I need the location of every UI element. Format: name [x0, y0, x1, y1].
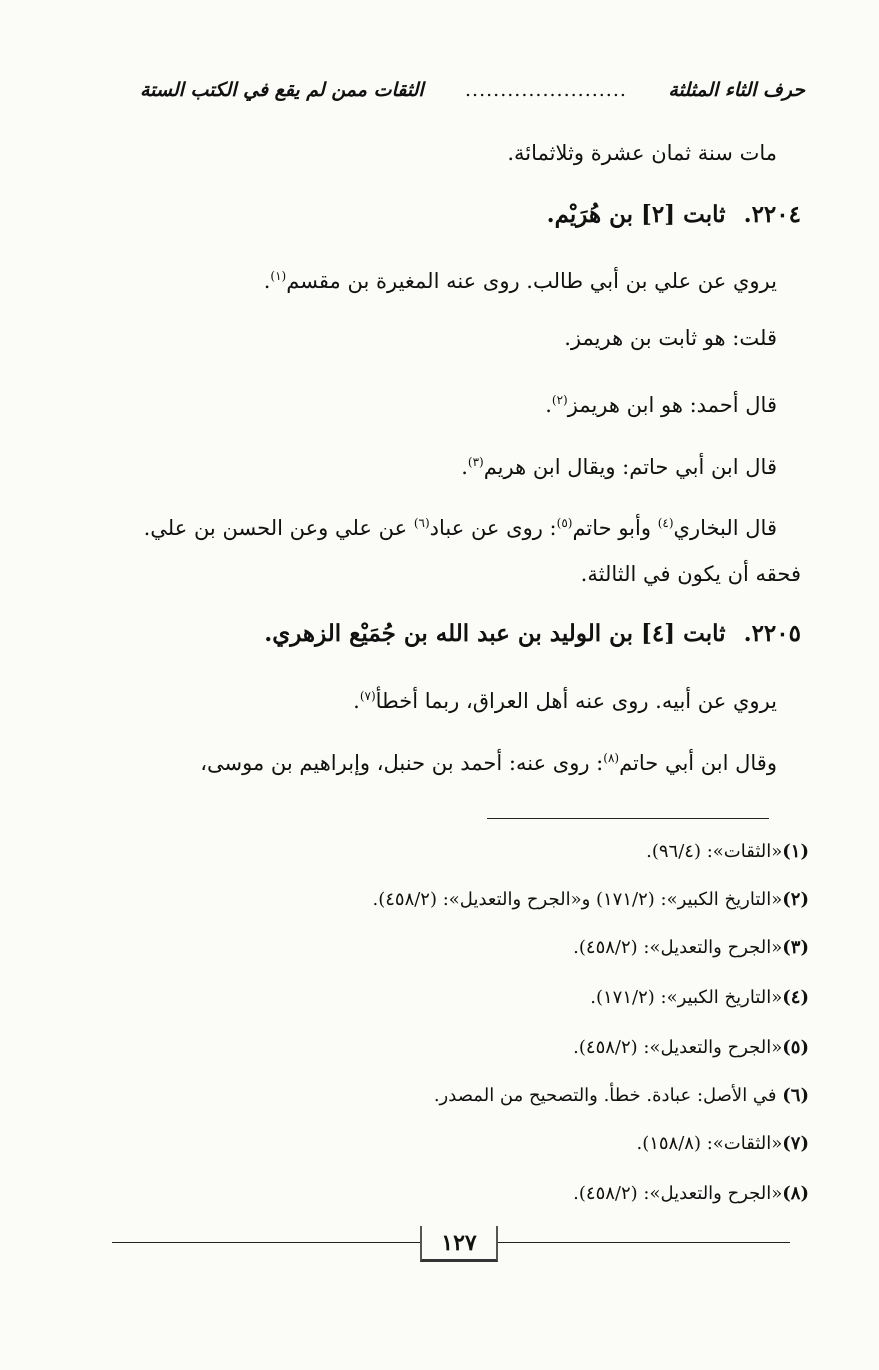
- text-span: قال ابن أبي حاتم: ويقال ابن هريم: [483, 455, 777, 479]
- footnote-text: «الجرح والتعديل»: (٤٥٨/٢).: [573, 937, 783, 958]
- text-span: يروي عن علي بن أبي طالب. روى عنه المغيرة بن مقسم: [286, 269, 777, 293]
- text-line: [353, 680, 777, 717]
- footnote: [434, 1082, 809, 1110]
- text-span: يروي عن أبيه. روى عنه أهل العراق، ربما أخطأ: [375, 689, 777, 713]
- text-span: : روى عنه: أحمد بن حنبل، وإبراهيم بن موسى،: [200, 751, 604, 775]
- footnote-ref[interactable]: (١): [270, 269, 287, 283]
- entry-name: ثابت [٢] بن هُرَيْم.: [546, 201, 726, 228]
- footnote: [636, 1130, 809, 1158]
- text-line: [264, 260, 777, 297]
- text-span: .: [545, 393, 552, 417]
- text-span: قال البخاري: [673, 516, 777, 540]
- footer-rule-right: [498, 1242, 790, 1243]
- text-span: وأبو حاتم: [572, 516, 658, 540]
- footnote-ref[interactable]: (٣): [467, 455, 484, 469]
- footnote-number: (٧): [782, 1133, 809, 1154]
- text-line: [200, 742, 777, 779]
- footnote-text: «التاريخ الكبير»: (١٧١/٢).: [590, 987, 783, 1008]
- text-line: [461, 446, 777, 483]
- footnote-number: (٤): [782, 987, 809, 1008]
- footnote-number: (٨): [782, 1183, 809, 1204]
- header-book-title: الثقات ممن لم يقع في الكتب الستة: [140, 79, 424, 101]
- header-section-title: حرف الثاء المثلثة: [668, 79, 805, 101]
- text-line: [545, 384, 777, 421]
- entry-number: ٢٢٠٤.: [743, 201, 801, 228]
- footnote-ref[interactable]: (٢): [551, 393, 568, 407]
- entry-name: ثابت [٤] بن الوليد بن عبد الله بن جُمَيْع الزهري.: [264, 620, 726, 647]
- text-span: وقال ابن أبي حاتم: [619, 751, 777, 775]
- text-span: .: [461, 455, 468, 479]
- footnote-text: «الجرح والتعديل»: (٤٥٨/٢).: [573, 1183, 783, 1204]
- page-number: ١٢٧: [420, 1226, 498, 1262]
- footnote-number: (٥): [782, 1037, 809, 1058]
- footnote: [573, 934, 809, 962]
- text-span: .: [263, 269, 271, 293]
- footnote-ref[interactable]: (٤): [657, 516, 674, 530]
- footnote: [590, 984, 809, 1012]
- footnote: [573, 1034, 809, 1062]
- running-header: [140, 73, 805, 107]
- text-span: .: [353, 689, 360, 713]
- footnote: [573, 1180, 809, 1208]
- footnote-number: (١): [782, 841, 809, 862]
- footnote-ref[interactable]: (٥): [556, 516, 573, 530]
- entry-heading-2205: [264, 618, 801, 650]
- entry-heading-2204: [547, 199, 801, 231]
- footnote-ref[interactable]: (٧): [359, 689, 376, 703]
- footnote-ref[interactable]: (٨): [603, 751, 620, 765]
- footnote: [646, 838, 809, 866]
- footnote-separator: [487, 818, 769, 819]
- footnote-number: (٦): [782, 1085, 809, 1106]
- footnote-text: في الأصل: عبادة. خطأ. والتصحيح من المصدر.: [433, 1085, 783, 1106]
- footnote-text: «التاريخ الكبير»: (١٧١/٢) و«الجرح والتعديل»: (٤٥٨/٢).: [372, 889, 783, 910]
- footnote-text: «الثقات»: (٩٦/٤).: [646, 841, 783, 862]
- text-span: عن علي وعن الحسن بن علي.: [143, 516, 414, 540]
- text-span: : روى عن عباد: [429, 516, 557, 540]
- footnote: [372, 886, 809, 914]
- footnote-number: (٢): [782, 889, 809, 910]
- text-line: مات سنة ثمان عشرة وثلاثمائة.: [507, 141, 777, 165]
- text-line: [144, 507, 777, 544]
- footnote-text: «الثقات»: (١٥٨/٨).: [636, 1133, 783, 1154]
- text-line: قلت: هو ثابت بن هريمز.: [564, 326, 777, 350]
- entry-number: ٢٢٠٥.: [743, 620, 801, 647]
- header-dots: .......................: [465, 79, 627, 101]
- footnote-number: (٣): [782, 937, 809, 958]
- footer-rule-left: [112, 1242, 420, 1243]
- text-line: فحقه أن يكون في الثالثة.: [580, 562, 801, 586]
- text-span: قال أحمد: هو ابن هريمز: [567, 393, 777, 417]
- footnote-text: «الجرح والتعديل»: (٤٥٨/٢).: [573, 1037, 783, 1058]
- footnote-ref[interactable]: (٦): [413, 516, 430, 530]
